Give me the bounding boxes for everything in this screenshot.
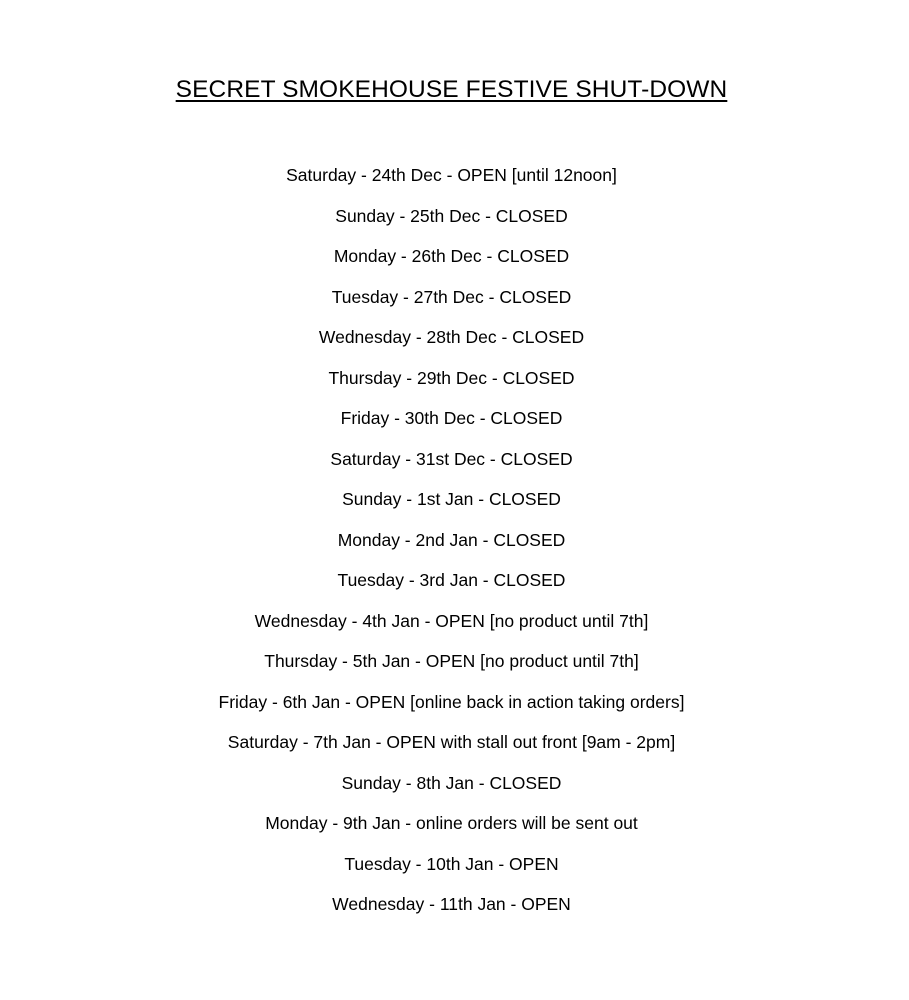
- schedule-item: Wednesday - 11th Jan - OPEN: [332, 894, 571, 914]
- schedule-item: Sunday - 25th Dec - CLOSED: [335, 205, 568, 226]
- schedule-item: Tuesday - 27th Dec - CLOSED: [331, 286, 572, 307]
- schedule-item: Friday - 30th Dec - CLOSED: [340, 408, 563, 428]
- schedule-item: Monday - 2nd Jan - CLOSED: [337, 529, 566, 550]
- schedule-item: Wednesday - 28th Dec - CLOSED: [318, 327, 585, 347]
- schedule-item: Tuesday - 10th Jan - OPEN: [344, 853, 559, 874]
- page-title: SECRET SMOKEHOUSE FESTIVE SHUT-DOWN: [175, 76, 728, 103]
- schedule-item: Sunday - 1st Jan - CLOSED: [342, 489, 561, 509]
- schedule-item: Sunday - 8th Jan - CLOSED: [341, 772, 562, 793]
- schedule-item: Thursday - 5th Jan - OPEN [no product until 7th]: [264, 651, 639, 671]
- schedule-item: Monday - 26th Dec - CLOSED: [333, 246, 570, 266]
- schedule-item: Wednesday - 4th Jan - OPEN [no product until 7th]: [254, 610, 649, 631]
- schedule-item: Friday - 6th Jan - OPEN [online back in action taking orders]: [218, 691, 685, 712]
- schedule-item: Thursday - 29th Dec - CLOSED: [328, 367, 575, 388]
- schedule-item: Saturday - 7th Jan - OPEN with stall out front [9am - 2pm]: [227, 732, 676, 752]
- schedule-item: Saturday - 24th Dec - OPEN [until 12noon]: [286, 165, 617, 185]
- schedule-item: Tuesday - 3rd Jan - CLOSED: [337, 570, 566, 590]
- schedule-list: [0, 159, 903, 929]
- schedule-item: Saturday - 31st Dec - CLOSED: [330, 448, 573, 469]
- schedule-item: Monday - 9th Jan - online orders will be sent out: [265, 813, 638, 833]
